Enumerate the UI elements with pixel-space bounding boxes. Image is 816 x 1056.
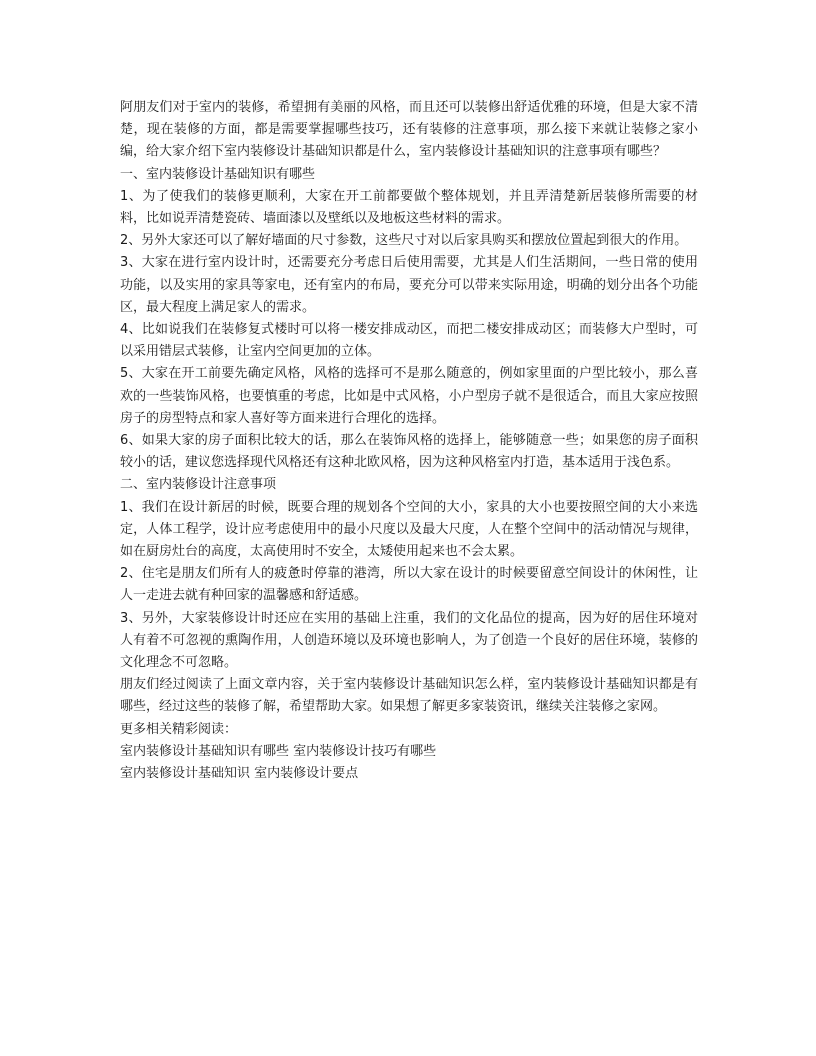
related-reading-heading: 更多相关精彩阅读： (120, 721, 238, 737)
intro-paragraph: 阿朋友们对于室内的装修，希望拥有美丽的风格，而且还可以装修出舒适优雅的环境，但是大家不清楚，现在装修的方面，都是需要掌握哪些技巧，还有装修的注意事项，那么接下来就让装修之家小编，给大家介绍下室内装修设计基础知识都是什么，室内装修设计基础知识的注意事项有哪些？ (120, 100, 698, 160)
section-1-item-3: 3、大家在进行室内设计时，还需要充分考虑日后使用需要，尤其是人们生活期间，一些日常的使用功能，以及实用的家具等家电，还有室内的布局，要充分可以带来实际用途，明确的划分出各个功能区，最大程度上满足家人的需求。 (120, 255, 698, 315)
section-1-item-5: 5、大家在开工前要先确定风格，风格的选择可不是那么随意的，例如家里面的户型比较小，那么喜欢的一些装饰风格，也要慎重的考虑，比如是中式风格，小户型房子就不是很适合，而且大家应按照房子的房型特点和家人喜好等方面来进行合理化的选择。 (120, 366, 698, 426)
section-2-item-1: 1、我们在设计新居的时候，既要合理的规划各个空间的大小，家具的大小也要按照空间的大小来选定，人体工程学，设计应考虑使用中的最小尺度以及最大尺度，人在整个空间中的活动情况与规律，如在厨房灶台的高度，太高使用时不安全，太矮使用起来也不会太累。 (120, 499, 698, 560)
section-1-item-1: 1、为了使我们的装修更顺利，大家在开工前都要做个整体规划，并且弄清楚新居装修所需要的材料，比如说弄清楚瓷砖、墙面漆以及壁纸以及地板这些材料的需求。 (120, 188, 698, 227)
conclusion-paragraph: 朋友们经过阅读了上面文章内容，关于室内装修设计基础知识怎么样，室内装修设计基础知识都是有哪些，经过这些的装修了解，希望帮助大家。如果想了解更多家装资讯，继续关注装修之家网。 (120, 677, 698, 715)
section-2-item-3: 3、另外，大家装修设计时还应在实用的基础上注重，我们的文化品位的提高，因为好的居住环境对人有着不可忽视的熏陶作用，人创造环境以及环境也影响人，为了创造一个良好的居住环境，装修的文化理念不可忽略。 (120, 610, 698, 671)
related-links-line-2: 室内装修设计基础知识 室内装修设计要点 (120, 766, 359, 782)
section-2-heading: 二、室内装修设计注意事项 (120, 477, 277, 493)
related-links-line-1: 室内装修设计基础知识有哪些 室内装修设计技巧有哪些 (120, 743, 437, 759)
document-page (120, 97, 698, 785)
section-2-item-2: 2、住宅是朋友们所有人的疲惫时停靠的港湾，所以大家在设计的时候要留意空间设计的休闲性，让人一走进去就有种回家的温馨感和舒适感。 (120, 566, 698, 604)
section-1-item-2: 2、另外大家还可以了解好墙面的尺寸参数，这些尺寸对以后家具购买和摆放位置起到很大的作用。 (120, 233, 688, 249)
section-1-heading: 一、室内装修设计基础知识有哪些 (120, 166, 316, 182)
section-1-item-4: 4、比如说我们在装修复式楼时可以将一楼安排成动区，而把二楼安排成动区；而装修大户型时，可以采用错层式装修，让室内空间更加的立体。 (120, 322, 698, 360)
section-1-item-6: 6、如果大家的房子面积比较大的话，那么在装饰风格的选择上，能够随意一些；如果您的房子面积较小的话，建议您选择现代风格还有这种北欧风格，因为这种风格室内打造，基本适用于浅色系。 (120, 433, 698, 471)
